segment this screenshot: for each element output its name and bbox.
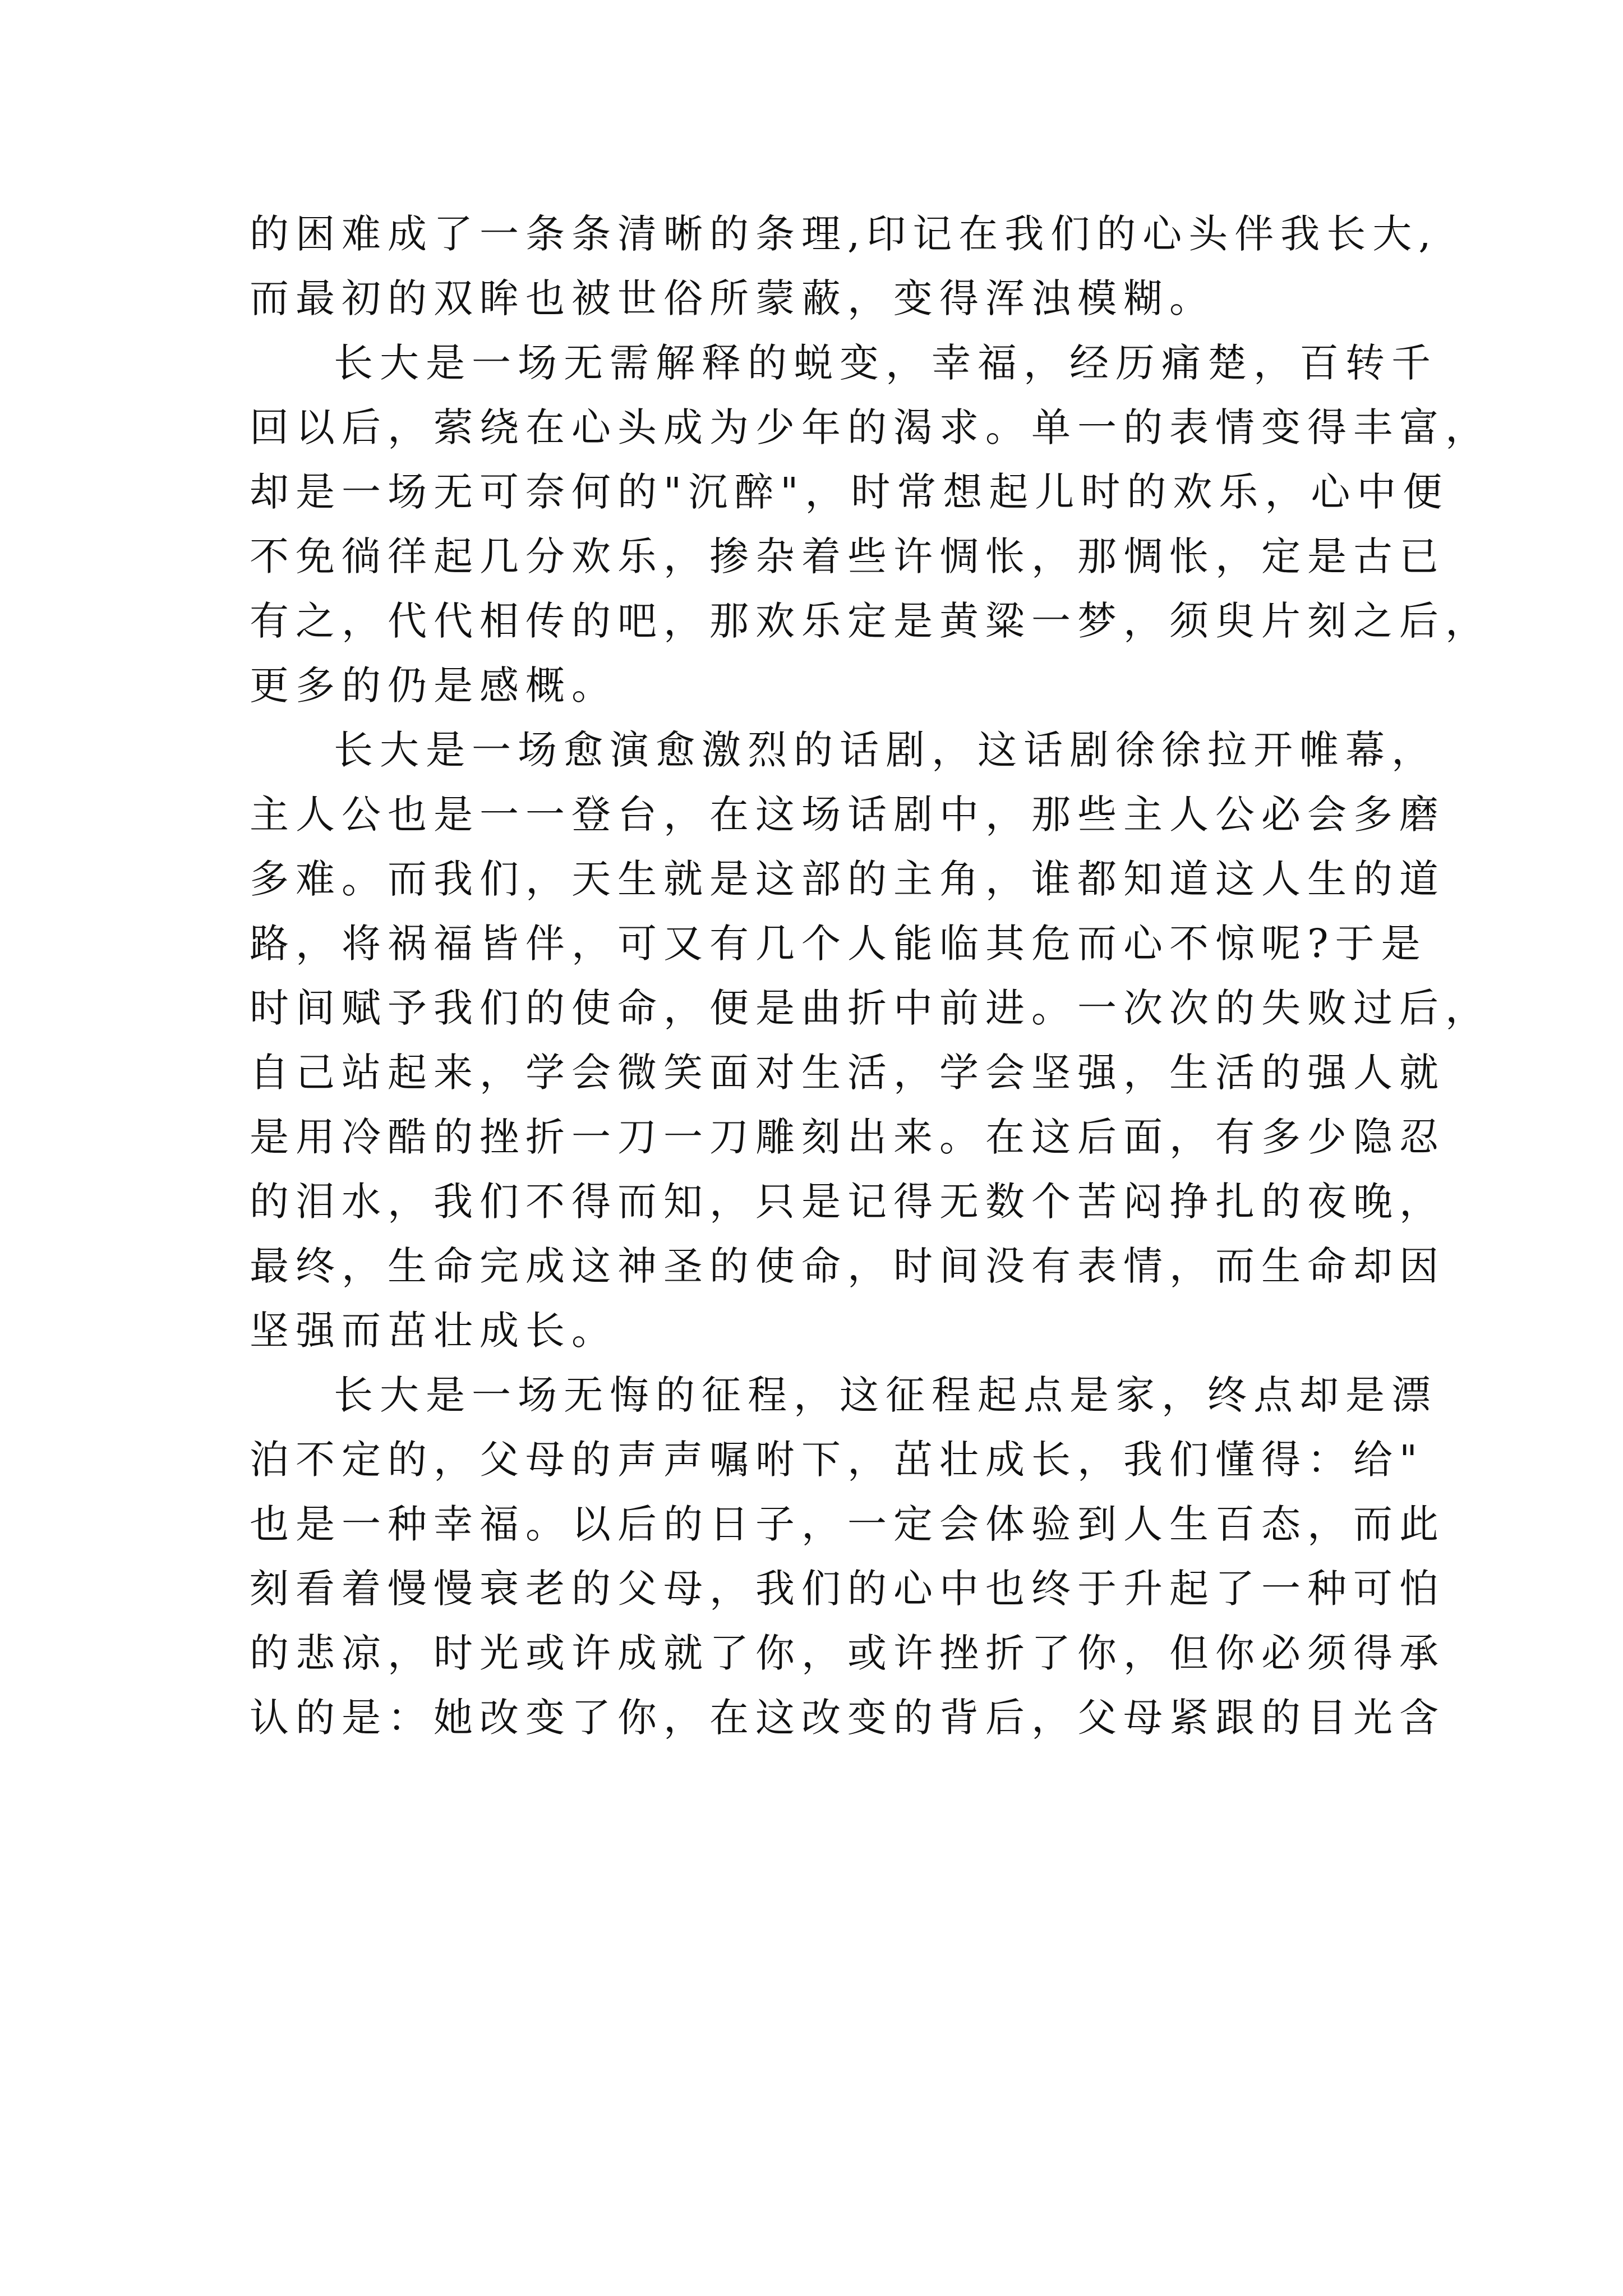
text-line: 却是一场无可奈何的"沉醉"，时常想起儿时的欢乐，心中便	[250, 469, 1449, 515]
text-line: 的泪水，我们不得而知，只是记得无数个苦闷挣扎的夜晚，	[250, 1179, 1445, 1225]
text-line: 主人公也是一一登台，在这场话剧中，那些主人公必会多磨	[250, 792, 1445, 838]
text-line: 有之，代代相传的吧，那欢乐定是黄粱一梦，须臾片刻之后，	[250, 598, 1491, 644]
text-line: 路，将祸福皆伴，可又有几个人能临其危而心不惊呢?于是	[250, 921, 1427, 967]
text-line: 泊不定的，父母的声声嘱咐下，茁壮成长，我们懂得：给"	[250, 1437, 1424, 1483]
text-line: 也是一种幸福。以后的日子，一定会体验到人生百态，而此	[250, 1501, 1445, 1547]
text-line: 多难。而我们，天生就是这部的主角，谁都知道这人生的道	[250, 856, 1445, 902]
text-line: 是用冷酷的挫折一刀一刀雕刻出来。在这后面，有多少隐忍	[250, 1114, 1445, 1160]
body-text	[250, 202, 1491, 1750]
text-line: 的困难成了一条条清晰的条理,印记在我们的心头伴我长大,	[250, 211, 1438, 257]
text-line: 更多的仍是感概。	[250, 662, 617, 708]
text-line: 自己站起来，学会微笑面对生活，学会坚强，生活的强人就	[250, 1050, 1445, 1096]
text-line: 最终，生命完成这神圣的使命，时间没有表情，而生命却因	[250, 1243, 1445, 1289]
text-line: 长大是一场无需解释的蜕变，幸福，经历痛楚，百转千	[334, 340, 1437, 386]
text-line: 时间赋予我们的使命，便是曲折中前进。一次次的失败过后，	[250, 985, 1491, 1031]
text-line: 不免徜徉起几分欢乐，掺杂着些许惆怅，那惆怅，定是古已	[250, 533, 1445, 579]
text-line: 认的是：她改变了你，在这改变的背后，父母紧跟的目光含	[250, 1695, 1445, 1741]
text-line: 刻看着慢慢衰老的父母，我们的心中也终于升起了一种可怕	[250, 1566, 1445, 1612]
text-line: 长大是一场无悔的征程，这征程起点是家，终点却是漂	[334, 1372, 1437, 1418]
text-line: 长大是一场愈演愈激烈的话剧，这话剧徐徐拉开帷幕，	[334, 727, 1437, 773]
text-line: 回以后，萦绕在心头成为少年的渴求。单一的表情变得丰富，	[250, 404, 1491, 450]
text-line: 而最初的双眸也被世俗所蒙蔽，变得浑浊模糊。	[250, 275, 1215, 321]
text-line: 的悲凉，时光或许成就了你，或许挫折了你，但你必须得承	[250, 1630, 1445, 1676]
text-line: 坚强而茁壮成长。	[250, 1308, 617, 1354]
